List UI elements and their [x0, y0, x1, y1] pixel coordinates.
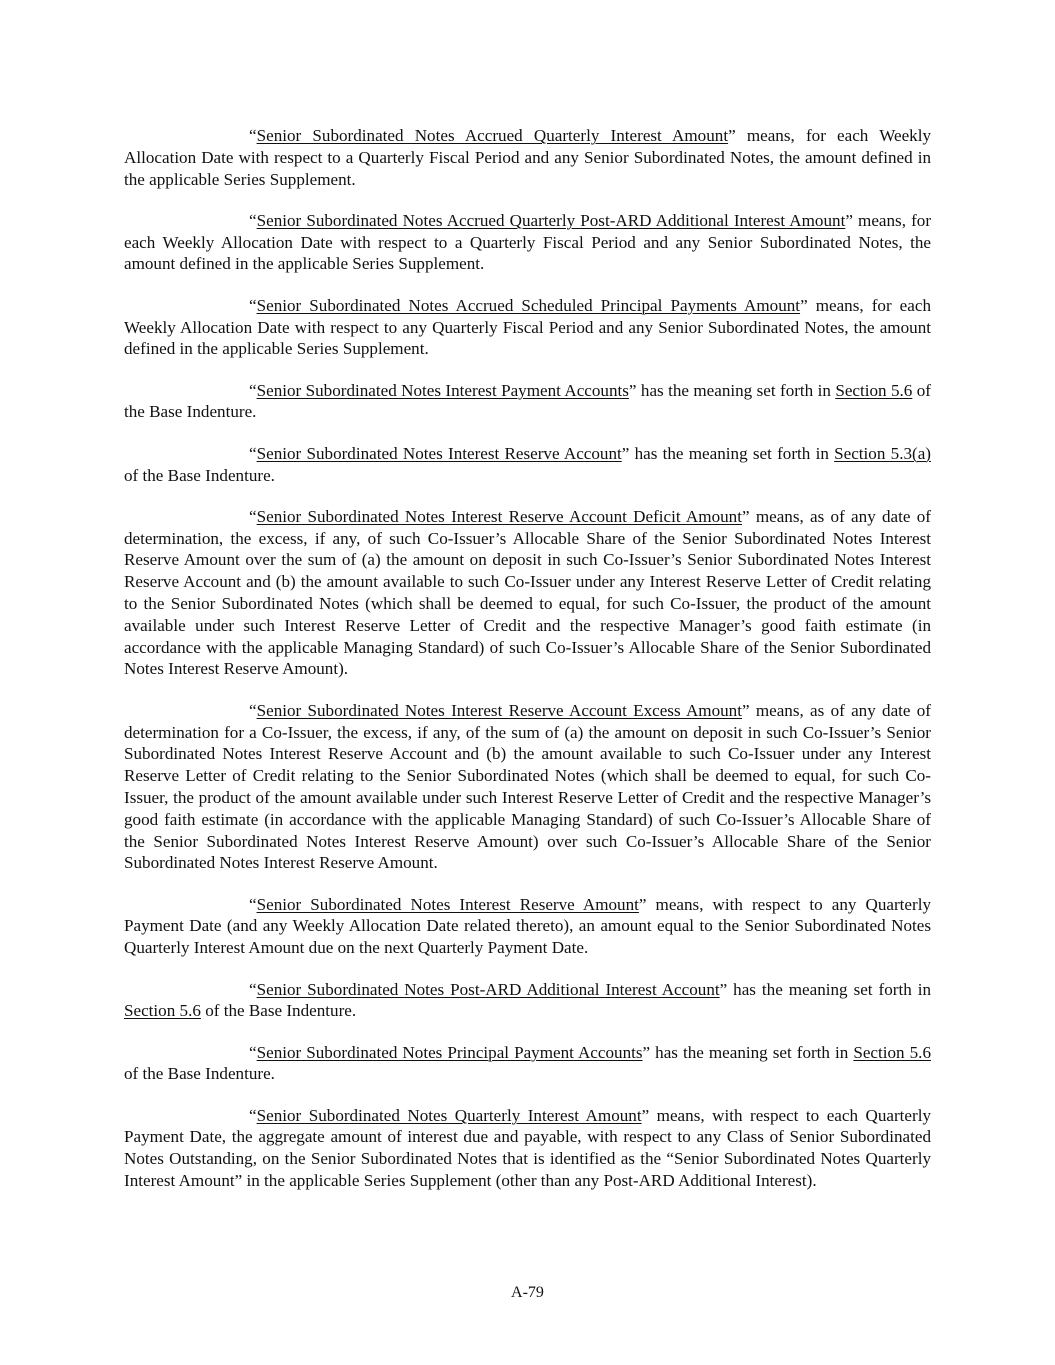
section-reference: Section 5.6 [853, 1042, 931, 1062]
open-quote: “ [249, 506, 257, 526]
open-quote: “ [249, 1042, 257, 1062]
open-quote: “ [249, 443, 257, 463]
page-number: A-79 [511, 1284, 544, 1301]
open-quote: “ [249, 380, 257, 400]
defined-term: Senior Subordinated Notes Quarterly Interest Amount [256, 1105, 642, 1125]
definition-text: ” means, as of any date of determination, the excess, if any, of such Co-Issuer’s Allocable Share of the Senior Subordinated Notes Interest Reserve Amount over the sum of (a) the amount on deposit in such Co-Issuer’s Senior Subordinated Notes Interest Reserve Account and (b) the amount available to such Co-Issuer under any Interest Reserve Letter of Credit relating to the Senior Subordinated Notes (which shall be deemed to equal, for such Co-Issuer, the product of the amount available under such Interest Reserve Letter of Credit and the respective Manager’s good faith estimate (in accordance with the applicable Managing Standard) of such Co-Issuer’s Allocable Share of the Senior Subordinated Notes Interest Reserve Amount). [124, 506, 931, 679]
definition-text: ” has the meaning set forth in [628, 380, 836, 400]
defined-term: Senior Subordinated Notes Interest Reserve Account Deficit Amount [256, 506, 742, 526]
definition-text: ” has the meaning set forth in [621, 443, 835, 463]
defined-term: Senior Subordinated Notes Interest Reserve Account Excess Amount [256, 700, 742, 720]
open-quote: “ [249, 894, 257, 914]
definition-text: ” means, for each Weekly Allocation Date with respect to a Quarterly Fiscal Period and any Senior Subordinated Notes, the amount defined in the applicable Series Supplement. [124, 210, 932, 274]
defined-term: Senior Subordinated Notes Principal Payment Accounts [256, 1042, 643, 1062]
definition-paragraph [124, 380, 931, 424]
section-reference: Section 5.6 [835, 380, 913, 400]
definition-paragraph [124, 506, 931, 680]
definition-paragraph [124, 979, 931, 1023]
open-quote: “ [249, 295, 257, 315]
open-quote: “ [249, 210, 257, 230]
defined-term: Senior Subordinated Notes Accrued Quarterly Post-ARD Additional Interest Amount [256, 210, 846, 230]
defined-term: Senior Subordinated Notes Interest Reserve Account [256, 443, 622, 463]
definition-text: ” means, for each Weekly Allocation Date with respect to any Quarterly Fiscal Period and any Senior Subordinated Notes, the amount defined in the applicable Series Supplement. [124, 295, 931, 359]
open-quote: “ [249, 1105, 257, 1125]
section-reference: Section 5.6 [124, 1001, 201, 1021]
definition-text-tail: of the Base Indenture. [200, 1001, 357, 1021]
definition-paragraph [124, 1105, 931, 1192]
defined-term: Senior Subordinated Notes Accrued Quarterly Interest Amount [256, 126, 729, 145]
definition-text-tail: of the Base Indenture. [124, 380, 931, 422]
definition-paragraph [124, 443, 931, 487]
definition-paragraph [124, 700, 931, 874]
definition-text-tail: of the Base Indenture. [124, 465, 275, 485]
definition-paragraph [124, 295, 931, 360]
definition-paragraph [124, 210, 931, 275]
definition-text: ” has the meaning set forth in [642, 1042, 854, 1062]
open-quote: “ [249, 126, 257, 145]
definition-text: ” has the meaning set forth in [719, 979, 931, 999]
section-reference: Section 5.3(a) [834, 443, 931, 463]
definition-text: ” means, with respect to any Quarterly Payment Date (and any Weekly Allocation Date related thereto), an amount equal to the Senior Subordinated Notes Quarterly Interest Amount due on the next Quarterly Payment Date. [124, 894, 931, 958]
open-quote: “ [249, 700, 257, 720]
definition-paragraph [124, 894, 931, 959]
defined-term: Senior Subordinated Notes Interest Reserve Amount [256, 894, 639, 914]
definition-paragraph [124, 1042, 931, 1086]
defined-term: Senior Subordinated Notes Accrued Scheduled Principal Payments Amount [256, 295, 801, 315]
defined-term: Senior Subordinated Notes Interest Payment Accounts [256, 380, 629, 400]
definition-text-tail: of the Base Indenture. [124, 1064, 275, 1084]
definition-text: ” means, for each Weekly Allocation Date with respect to a Quarterly Fiscal Period and any Senior Subordinated Notes, the amount defined in the applicable Series Supplement. [124, 126, 932, 189]
definition-text: ” means, with respect to each Quarterly Payment Date, the aggregate amount of interest due and payable, with respect to any Class of Senior Subordinated Notes Outstanding, on the Senior Subordinated Notes that is identified as the “Senior Subordinated Notes Quarterly Interest Amount” in the applicable Series Supplement (other than any Post-ARD Additional Interest). [124, 1105, 932, 1191]
definition-text: ” means, as of any date of determination for a Co-Issuer, the excess, if any, of the sum of (a) the amount on deposit in such Co-Issuer’s Senior Subordinated Notes Interest Reserve Account and (b) the amount available to such Co-Issuer under any Interest Reserve Letter of Credit relating to the Senior Subordinated Notes (which shall be deemed to equal, for such Co-Issuer, the product of the amount available under such Interest Reserve Letter of Credit and the respective Manager’s good faith estimate (in accordance with the applicable Managing Standard) of such Co-Issuer’s Allocable Share of the Senior Subordinated Notes Interest Reserve Amount) over such Co-Issuer’s Allocable Share of the Senior Subordinated Notes Interest Reserve Amount. [124, 700, 932, 873]
document-body [124, 125, 931, 1211]
definition-paragraph [124, 125, 931, 190]
defined-term: Senior Subordinated Notes Post-ARD Additional Interest Account [256, 979, 720, 999]
open-quote: “ [249, 979, 257, 999]
